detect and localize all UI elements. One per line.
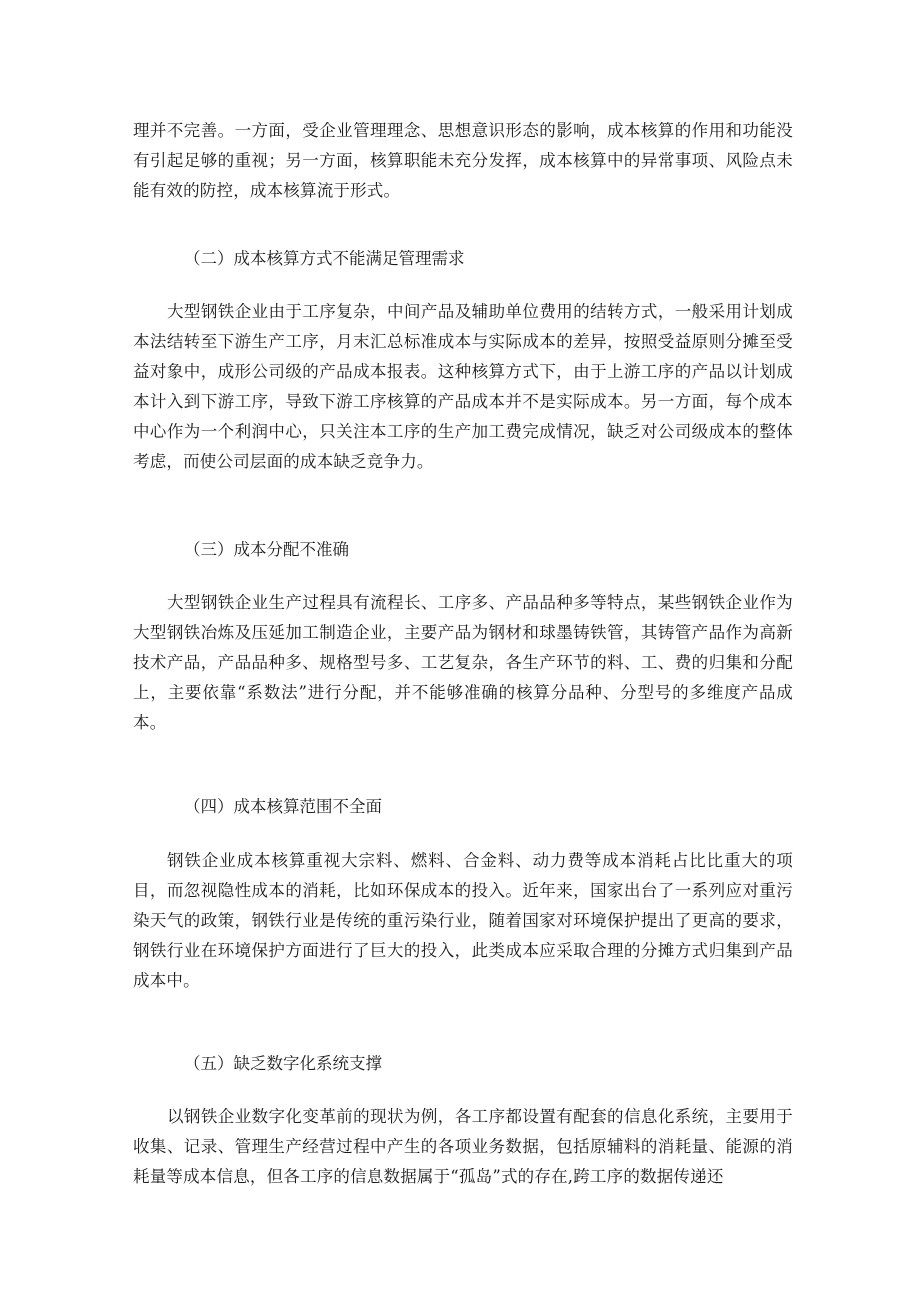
section-heading-3: （三）成本分配不准确 <box>184 540 349 559</box>
section-heading-5: （五）缺乏数字化系统支撑 <box>184 1054 382 1073</box>
section-heading-4: （四）成本核算范围不全面 <box>184 797 382 816</box>
paragraph-cost-accounting-method: 大型钢铁企业由于工序复杂，中间产品及辅助单位费用的结转方式，一般采用计划成本法结转至下游生产工序，月末汇总标准成本与实际成本的差异，按照受益原则分摊至受益对象中，成形公司级的产品成本报表。这种核算方式下，由于上游工序的产品以计划成本计入到下游工序，导致下游工序核算的产品成本并不是实际成本。另一方面，每个成本中心作为一个利润中心，只关注本工序的生产加工费完成情况，缺乏对公司级成本的整体考虑，而使公司层面的成本缺乏竞争力。 <box>133 302 793 471</box>
paragraph-cost-allocation: 大型钢铁企业生产过程具有流程长、工序多、产品品种多等特点，某些钢铁企业作为大型钢铁冶炼及压延加工制造企业，主要产品为钢材和球墨铸铁管，其铸管产品作为高新技术产品，产品品种多、规格型号多、工艺复杂，各生产环节的料、工、费的归集和分配上，主要依靠“系数法”进行分配，并不能够准确的核算分品种、分型号的多维度产品成本。 <box>133 593 793 732</box>
section-heading-2: （二）成本核算方式不能满足管理需求 <box>184 249 465 268</box>
paragraph-digital-support: 以钢铁企业数字化变革前的现状为例，各工序都设置有配套的信息化系统，主要用于收集、记录、管理生产经营过程中产生的各项业务数据，包括原辅料的消耗量、能源的消耗量等成本信息，但各工序的信息数据属于“孤岛”式的存在,跨工序的数据传递还 <box>133 1107 793 1186</box>
paragraph-continuation: 理并不完善。一方面，受企业管理理念、思想意识形态的影响，成本核算的作用和功能没有引起足够的重视；另一方面，核算职能未充分发挥，成本核算中的异常事项、风险点未能有效的防控，成本核算流于形式。 <box>133 121 793 200</box>
paragraph-cost-scope: 钢铁企业成本核算重视大宗料、燃料、合金料、动力费等成本消耗占比比重大的项目，而忽视隐性成本的消耗，比如环保成本的投入。近年来，国家出台了一系列应对重污染天气的政策，钢铁行业是传统的重污染行业，随着国家对环境保护提出了更高的要求，钢铁行业在环境保护方面进行了巨大的投入，此类成本应采取合理的分摊方式归集到产品成本中。 <box>133 851 793 990</box>
